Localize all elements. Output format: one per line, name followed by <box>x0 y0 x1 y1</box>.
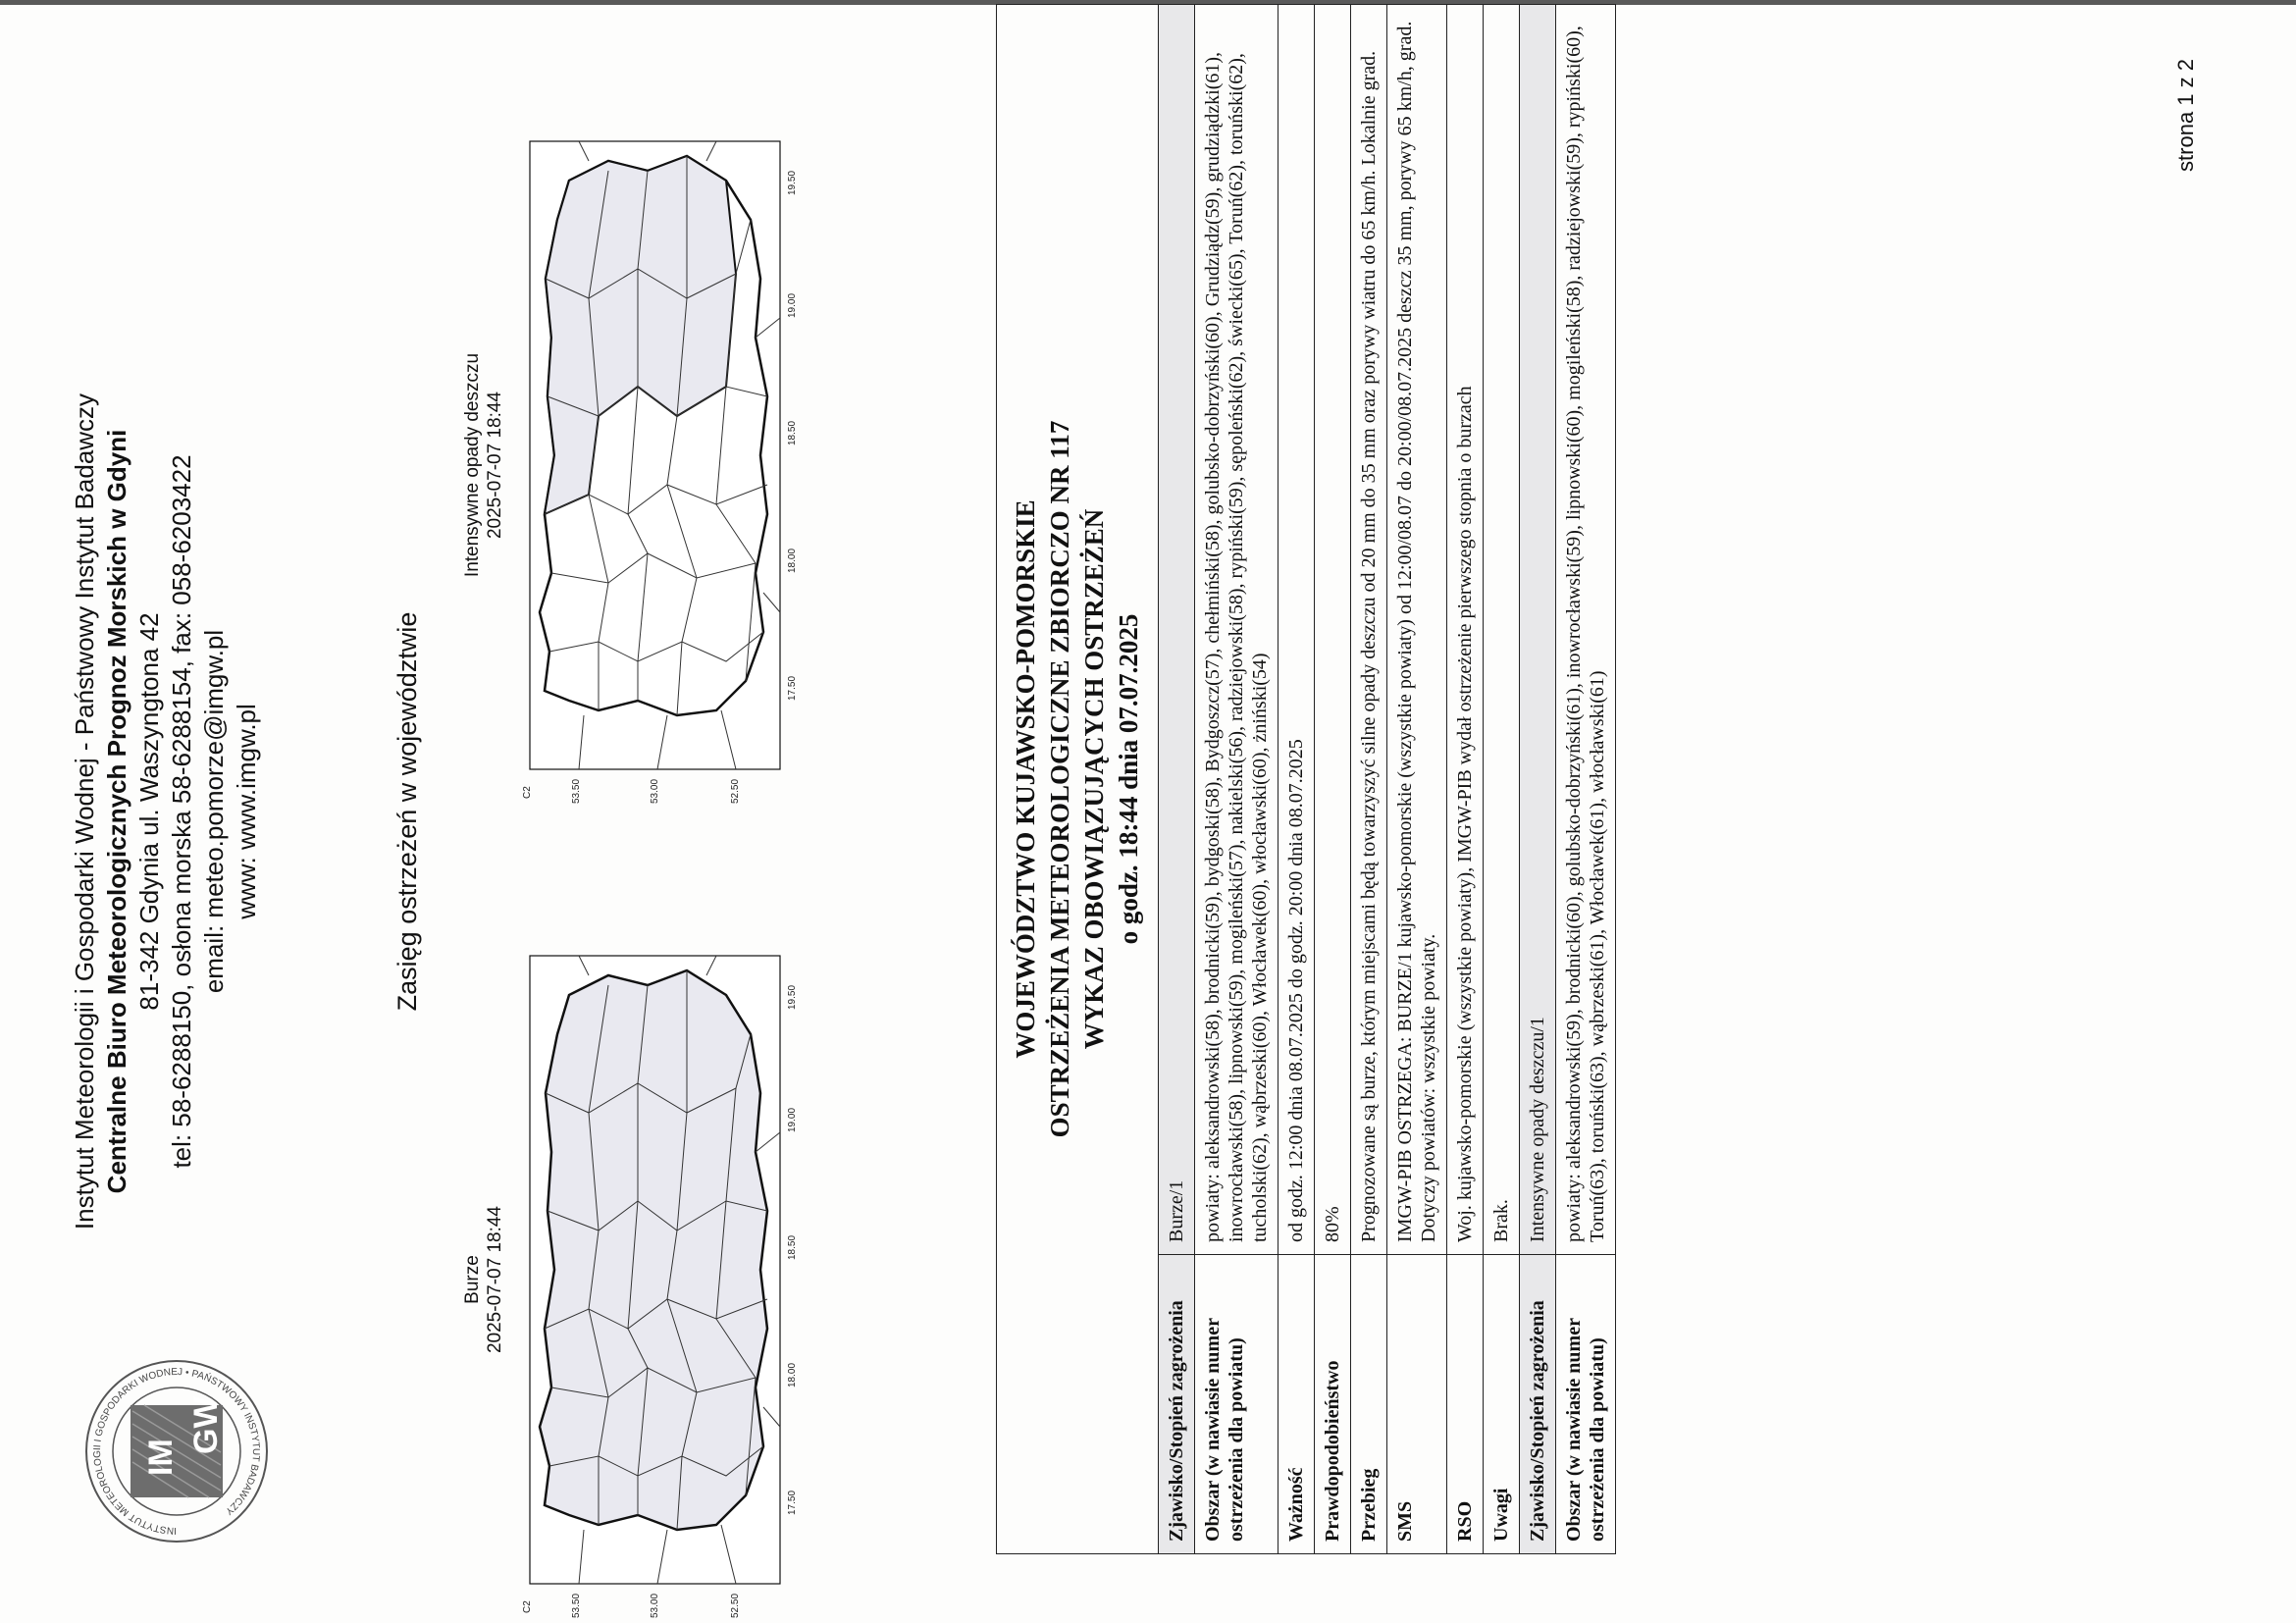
table-title-line: WYKAZ OBOWIĄZUJĄCYCH OSTRZEŻEŃ <box>1079 508 1109 1050</box>
table-title <box>997 5 1159 1554</box>
row-value: powiaty: aleksandrowski(58), brodnicki(59), bydgoski(58), Bydgoszcz(57), chełmiński(58), golubsko-dobrzyński(60), Grudziądz(59), grudziądzki(61), inowrocławski(58), lipnowski(59), mogileński(57), nakielski(56), radziejowski(58), rypiński(59), sępoleński(62), świecki(65), Toruń(62), toruński(62), tucholski(62), wąbrzeski(60), Włocławek(60), włocławski(60), żniński(54) <box>1195 5 1278 1255</box>
map-y-tick: 53.00 <box>650 1593 660 1618</box>
table-title-row <box>997 5 1159 1554</box>
scope-title: Zasięg ostrzeżeń w województwie <box>392 611 422 1012</box>
logo-ring-text: INSTYTUT METEOROLOGII I GOSPODARKI WODNEJ • PAŃSTWOWY INSTYTUT BADAWCZY <box>91 1366 262 1537</box>
header-line-3: 81-342 Gdynia ul. Waszyngtona 42 <box>134 612 164 1011</box>
map-corner-label: C2 <box>522 1600 533 1613</box>
table-row <box>1315 5 1351 1554</box>
row-value: Woj. kujawsko-pomorskie (wszystkie powiaty), IMGW-PIB wydał ostrzeżenie pierwszego stopnia o burzach <box>1447 5 1484 1255</box>
row-label: Uwagi <box>1484 1255 1520 1554</box>
row-label: Zjawisko/Stopień zagrożenia <box>1520 1255 1556 1554</box>
row-value: Prognozowane są burze, którym miejscami będą towarzyszyć silne opady deszczu od 20 mm do 35 mm oraz porywy wiatru do 65 km/h. Lokalnie grad. <box>1351 5 1387 1255</box>
row-value: Intensywne opady deszczu/1 <box>1520 5 1556 1255</box>
row-value: powiaty: aleksandrowski(59), brodnicki(60), golubsko-dobrzyński(61), inowrocławski(59), lipnowski(60), mogileński(58), radziejowski(59), rypiński(60), Toruń(63), toruński(63), wąbrzeski(61), Włocławek(61), włocławski(61) <box>1556 5 1616 1255</box>
map-y-tick: 53.00 <box>650 778 660 804</box>
warnings-table <box>996 4 1616 1554</box>
map-x-tick: 17.50 <box>787 675 798 701</box>
table-row <box>1556 5 1616 1554</box>
row-label: RSO <box>1447 1255 1484 1554</box>
header-line-4: tel: 58-6288150, osłona morska 58-6288154, fax: 058-6203422 <box>167 454 196 1169</box>
row-value: 80% <box>1315 5 1351 1255</box>
map-y-tick: 52.50 <box>730 1593 741 1618</box>
map-x-tick: 18.00 <box>787 1362 798 1387</box>
row-label: Obszar (w nawiasie numer ostrzeżenia dla powiatu) <box>1556 1255 1616 1554</box>
map-frame <box>510 936 798 1623</box>
header-line-2: Centralne Biuro Meteorologicznych Prognoz Morskich w Gdyni <box>102 429 131 1194</box>
row-value: od godz. 12:00 dnia 08.07.2025 do godz. 20:00 dnia 08.07.2025 <box>1278 5 1315 1255</box>
map-title-date: 2025-07-07 18:44 <box>485 392 505 540</box>
map-title-date: 2025-07-07 18:44 <box>485 1206 505 1354</box>
map-x-tick: 19.00 <box>787 292 798 318</box>
header-line-6: www: www.imgw.pl <box>232 704 261 919</box>
map-y-tick: 53.50 <box>571 1593 582 1618</box>
map-x-tick: 19.50 <box>787 984 798 1010</box>
row-label: Prawdopodobieństwo <box>1315 1255 1351 1554</box>
table-title-line: OSTRZEŻENIA METEOROLOGICZNE ZBIORCZO NR 117 <box>1045 420 1074 1138</box>
logo-letters-top: IM <box>142 1439 180 1476</box>
map-title <box>461 936 506 1623</box>
table-row <box>1159 5 1195 1554</box>
row-label: SMS <box>1387 1255 1447 1554</box>
map-y-tick: 53.50 <box>571 778 582 804</box>
map-title <box>461 122 506 809</box>
row-label: Zjawisko/Stopień zagrożenia <box>1159 1255 1195 1554</box>
map-x-tick: 19.50 <box>787 170 798 195</box>
header-line-5: email: meteo.pomorze@imgw.pl <box>199 629 229 994</box>
table-row <box>1351 5 1387 1554</box>
map-x-tick: 18.50 <box>787 420 798 445</box>
table-row <box>1387 5 1447 1554</box>
logo-letters-bottom: GW <box>187 1396 225 1454</box>
row-label: Przebieg <box>1351 1255 1387 1554</box>
map-intensywne-opady <box>461 122 798 809</box>
table-row <box>1195 5 1278 1554</box>
table-row <box>1520 5 1556 1554</box>
institute-header <box>69 0 263 1623</box>
map-x-tick: 19.00 <box>787 1107 798 1132</box>
map-title-phenomenon: Intensywne opady deszczu <box>462 352 483 578</box>
row-label: Obszar (w nawiasie numer ostrzeżenia dla powiatu) <box>1195 1255 1278 1554</box>
row-value: IMGW-PIB OSTRZEGA: BURZE/1 kujawsko-pomorskie (wszystkie powiaty) od 12:00/08.07 do 20:00/08.07.2025 deszcz 35 mm, porywy 65 km/h, grad. Dotyczy powiatów: wszystkie powiaty. <box>1387 5 1447 1255</box>
map-y-tick: 52.50 <box>730 778 741 804</box>
map-frame <box>510 122 798 809</box>
table-row <box>1484 5 1520 1554</box>
page-number: strona 1 z 2 <box>2173 59 2198 172</box>
map-burze <box>461 936 798 1623</box>
map-title-phenomenon: Burze <box>462 1255 483 1304</box>
map-x-tick: 18.00 <box>787 548 798 573</box>
table-row <box>1278 5 1315 1554</box>
header-line-1: Instytut Meteorologii i Gospodarki Wodnej - Państwowy Instytut Badawczy <box>70 393 99 1230</box>
map-x-tick: 18.50 <box>787 1234 798 1260</box>
row-value: Brak. <box>1484 5 1520 1255</box>
row-label: Ważność <box>1278 1255 1315 1554</box>
map-x-tick: 17.50 <box>787 1490 798 1515</box>
map-corner-label: C2 <box>522 786 533 799</box>
table-title-line: o godz. 18:44 dnia 07.07.2025 <box>1114 613 1143 945</box>
row-value: Burze/1 <box>1159 5 1195 1255</box>
table-row <box>1447 5 1484 1554</box>
table-title-line: WOJEWÓDZTWO KUJAWSKO-POMORSKIE <box>1011 499 1040 1059</box>
